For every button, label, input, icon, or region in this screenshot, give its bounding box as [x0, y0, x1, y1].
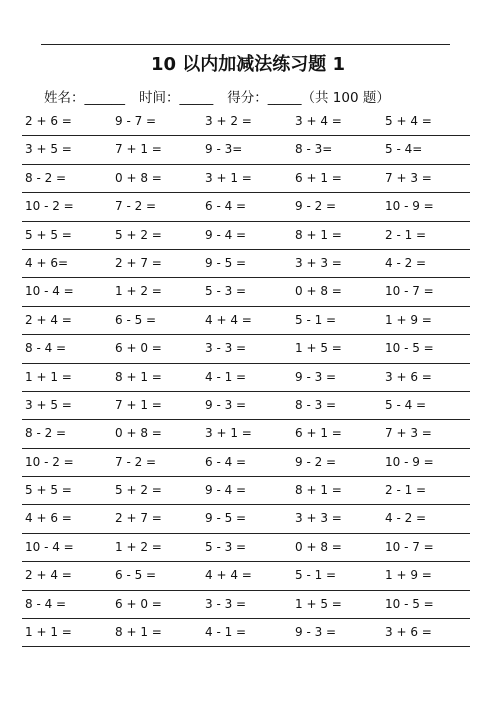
problem-cell: 9 - 3= [205, 142, 243, 157]
problem-cell: 1 + 9 = [385, 312, 432, 327]
problem-cell: 2 - 1 = [385, 227, 427, 242]
problem-row [22, 534, 470, 562]
problem-row [22, 591, 470, 619]
problem-cell: 1 + 9 = [385, 568, 432, 583]
problem-row [22, 222, 470, 250]
problem-cell: 5 - 3 = [205, 539, 247, 554]
problem-cell: 2 + 4 = [25, 312, 72, 327]
score-label: 得分： [227, 90, 268, 106]
problem-cell: 3 + 6 = [385, 369, 432, 384]
problem-row [22, 562, 470, 590]
problem-cell: 1 + 1 = [25, 369, 72, 384]
problem-cell: 6 - 5 = [115, 568, 157, 583]
problem-cell: 5 - 3 = [205, 284, 247, 299]
problem-cell: 10 - 7 = [385, 539, 434, 554]
problem-cell: 10 - 9 = [385, 454, 434, 469]
problem-cell: 1 + 5 = [295, 596, 342, 611]
problem-row [22, 392, 470, 420]
problem-cell: 4 + 6= [25, 255, 69, 270]
problem-cell: 9 - 7 = [115, 114, 157, 128]
problem-cell: 2 - 1 = [385, 483, 427, 498]
problem-cell: 10 - 2 = [25, 454, 74, 469]
problem-row [22, 335, 470, 363]
problem-cell: 7 + 3 = [385, 426, 432, 441]
problem-cell: 6 + 1 = [295, 426, 342, 441]
time-blank: _____ [179, 90, 214, 106]
problem-cell: 6 - 4 = [205, 454, 247, 469]
problem-cell: 5 - 1 = [295, 568, 337, 583]
name-blank: ______ [84, 90, 125, 106]
problem-cell: 9 - 3 = [205, 397, 247, 412]
problem-cell: 1 + 2 = [115, 284, 162, 299]
problem-cell: 8 - 2 = [25, 170, 67, 185]
problem-row [22, 505, 470, 533]
problem-cell: 9 - 5 = [205, 511, 247, 526]
problem-cell: 1 + 2 = [115, 539, 162, 554]
problem-cell: 9 - 4 = [205, 227, 247, 242]
problem-cell: 4 - 1 = [205, 369, 247, 384]
problem-cell: 3 + 1 = [205, 170, 252, 185]
problem-cell: 3 + 4 = [295, 114, 342, 128]
problem-cell: 5 - 1 = [295, 312, 337, 327]
problem-cell: 8 + 1 = [295, 227, 342, 242]
problem-cell: 7 + 1 = [115, 142, 162, 157]
problem-cell: 10 - 4 = [25, 539, 74, 554]
name-label: 姓名： [44, 90, 85, 106]
problem-cell: 4 + 4 = [205, 568, 252, 583]
student-info-line [44, 88, 390, 108]
problem-cell: 4 + 4 = [205, 312, 252, 327]
problem-cell: 10 - 2 = [25, 199, 74, 214]
problem-row [22, 420, 470, 448]
problem-cell: 5 + 4 = [385, 114, 432, 128]
score-blank: _____ [267, 90, 302, 106]
problem-cell: 9 - 2 = [295, 454, 337, 469]
problem-cell: 7 + 3 = [385, 170, 432, 185]
problem-cell: 8 - 4 = [25, 596, 67, 611]
problem-cell: 6 + 1 = [295, 170, 342, 185]
problem-row [22, 278, 470, 306]
problem-row [22, 250, 470, 278]
problem-cell: 1 + 5 = [295, 341, 342, 356]
problem-cell: 6 - 4 = [205, 199, 247, 214]
problem-cell: 10 - 9 = [385, 199, 434, 214]
problem-cell: 0 + 8 = [115, 426, 162, 441]
problem-cell: 2 + 6 = [25, 114, 72, 128]
time-label: 时间： [139, 90, 180, 106]
problem-cell: 4 - 2 = [385, 511, 427, 526]
problem-cell: 3 + 2 = [205, 114, 252, 128]
problem-cell: 8 - 4 = [25, 341, 67, 356]
problem-row [22, 165, 470, 193]
problem-cell: 10 - 5 = [385, 596, 434, 611]
problem-row [22, 108, 470, 136]
problem-cell: 3 - 3 = [205, 341, 247, 356]
problem-cell: 3 + 6 = [385, 625, 432, 640]
problem-cell: 9 - 2 = [295, 199, 337, 214]
problem-cell: 5 + 2 = [115, 483, 162, 498]
problem-cell: 4 + 6 = [25, 511, 72, 526]
problem-cell: 4 - 2 = [385, 255, 427, 270]
problem-cell: 8 - 3= [295, 142, 333, 157]
problem-row [22, 364, 470, 392]
problem-cell: 4 - 1 = [205, 625, 247, 640]
page-title: 10 以内加减法练习题 1 [150, 54, 346, 75]
problem-cell: 10 - 5 = [385, 341, 434, 356]
problem-cell: 3 - 3 = [205, 596, 247, 611]
problem-cell: 0 + 8 = [295, 284, 342, 299]
problem-row [22, 449, 470, 477]
problem-cell: 0 + 8 = [295, 539, 342, 554]
problem-row [22, 619, 470, 647]
problem-row [22, 307, 470, 335]
problem-cell: 5 + 5 = [25, 483, 72, 498]
problem-cell: 6 + 0 = [115, 341, 162, 356]
problem-cell: 2 + 7 = [115, 511, 162, 526]
problem-row [22, 477, 470, 505]
problem-cell: 6 - 5 = [115, 312, 157, 327]
problem-cell: 3 + 5 = [25, 397, 72, 412]
problem-cell: 5 - 4= [385, 142, 423, 157]
problem-cell: 8 + 1 = [115, 369, 162, 384]
problem-cell: 3 + 3 = [295, 255, 342, 270]
problem-cell: 10 - 7 = [385, 284, 434, 299]
problem-cell: 10 - 4 = [25, 284, 74, 299]
problem-cell: 9 - 4 = [205, 483, 247, 498]
problem-cell: 3 + 3 = [295, 511, 342, 526]
problem-cell: 8 + 1 = [115, 625, 162, 640]
problem-cell: 7 + 1 = [115, 397, 162, 412]
problem-cell: 5 + 5 = [25, 227, 72, 242]
problem-sheet [22, 108, 470, 647]
problem-row [22, 193, 470, 221]
problem-row [22, 136, 470, 164]
problem-cell: 3 + 1 = [205, 426, 252, 441]
top-rule [41, 44, 450, 45]
problem-cell: 0 + 8 = [115, 170, 162, 185]
problem-cell: 8 + 1 = [295, 483, 342, 498]
problem-cell: 7 - 2 = [115, 199, 157, 214]
problem-cell: 3 + 5 = [25, 142, 72, 157]
problem-cell: 8 - 2 = [25, 426, 67, 441]
problem-cell: 9 - 3 = [295, 625, 337, 640]
problem-cell: 1 + 1 = [25, 625, 72, 640]
problem-cell: 9 - 3 = [295, 369, 337, 384]
problem-cell: 5 - 4 = [385, 397, 427, 412]
problem-cell: 2 + 7 = [115, 255, 162, 270]
problem-cell: 8 - 3 = [295, 397, 337, 412]
problem-cell: 7 - 2 = [115, 454, 157, 469]
total-count-note: （共 100 题） [301, 90, 390, 106]
problem-cell: 6 + 0 = [115, 596, 162, 611]
problem-cell: 5 + 2 = [115, 227, 162, 242]
problem-cell: 2 + 4 = [25, 568, 72, 583]
problem-cell: 9 - 5 = [205, 255, 247, 270]
